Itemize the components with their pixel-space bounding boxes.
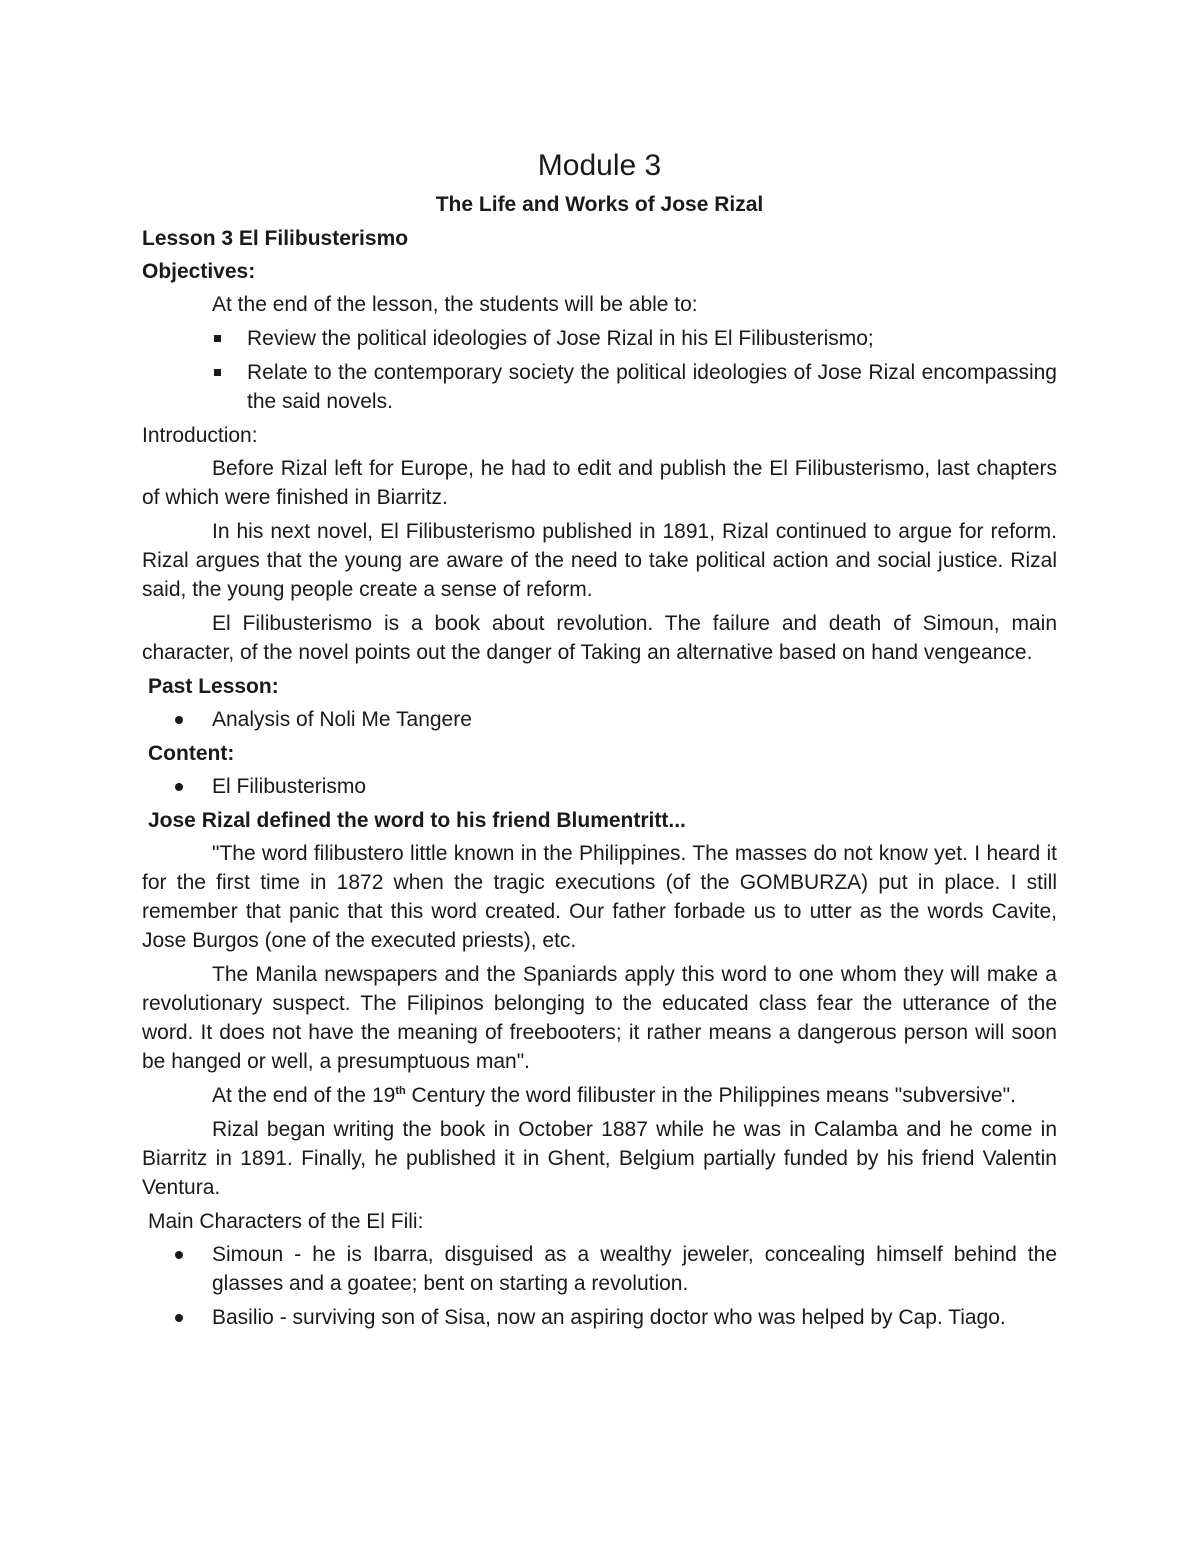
- round-bullet-icon: [175, 1314, 183, 1322]
- document-page: [142, 140, 1057, 1337]
- module-subtitle: The Life and Works of Jose Rizal: [435, 193, 764, 216]
- round-bullet-icon: [175, 716, 183, 724]
- past-lesson-list: [142, 705, 1057, 734]
- round-bullet-icon: [175, 1251, 183, 1259]
- list-item: Review the political ideologies of Jose Rizal in his El Filibusterismo;: [142, 324, 1057, 353]
- characters-list: [142, 1240, 1057, 1332]
- lesson-title: Lesson 3 El Filibusterismo: [142, 227, 409, 250]
- introduction-paragraph: El Filibusterismo is a book about revolution. The failure and death of Simoun, main character, of the novel points out the danger of Taking an alternative based on hand vengeance.: [142, 612, 1057, 664]
- definition-paragraph: "The word filibustero little known in the Philippines. The masses do not know yet. I heard it for the first time in 1872 when the tragic executions (of the GOMBURZA) put in place. I still remember that panic that this word created. Our father forbade us to utter as the words Cavite, Jose Burgos (one of the executed priests), etc.: [142, 842, 1057, 952]
- list-item: El Filibusterismo: [142, 772, 1057, 801]
- content-list: [142, 772, 1057, 801]
- definition-heading: Jose Rizal defined the word to his friend Blumentritt...: [148, 809, 686, 832]
- introduction-paragraph: In his next novel, El Filibusterismo published in 1891, Rizal continued to argue for reform. Rizal argues that the young are aware of the need to take political action and social justice. Rizal said, the young people create a sense of reform.: [142, 520, 1057, 601]
- module-title: Module 3: [537, 149, 662, 182]
- objectives-heading: Objectives:: [142, 260, 256, 283]
- list-item: Relate to the contemporary society the political ideologies of Jose Rizal encompassing the said novels.: [142, 358, 1057, 416]
- introduction-paragraph: Before Rizal left for Europe, he had to edit and publish the El Filibusterismo, last chapters of which were finished in Biarritz.: [142, 457, 1057, 509]
- definition-paragraph: At the end of the 19th Century the word filibuster in the Philippines means "subversive".: [212, 1084, 1016, 1107]
- square-bullet-icon: [214, 369, 221, 376]
- round-bullet-icon: [175, 783, 183, 791]
- objectives-lead: At the end of the lesson, the students will be able to:: [212, 293, 698, 316]
- content-heading: Content:: [148, 742, 235, 765]
- characters-heading: Main Characters of the El Fili:: [148, 1210, 424, 1233]
- list-item: Simoun - he is Ibarra, disguised as a wealthy jeweler, concealing himself behind the glasses and a goatee; bent on starting a revolution.: [142, 1240, 1057, 1298]
- introduction-heading: Introduction:: [142, 424, 258, 447]
- past-lesson-heading: Past Lesson:: [148, 675, 279, 698]
- definition-paragraph: Rizal began writing the book in October 1887 while he was in Calamba and he come in Biarritz in 1891. Finally, he published it in Ghent, Belgium partially funded by his friend Valentin Ventura.: [142, 1118, 1057, 1199]
- definition-paragraph: The Manila newspapers and the Spaniards apply this word to one whom they will make a revolutionary suspect. The Filipinos belonging to the educated class fear the utterance of the word. It does not have the meaning of freebooters; it rather means a dangerous person will soon be hanged or well, a presumptuous man".: [142, 963, 1057, 1073]
- objectives-list: [142, 324, 1057, 416]
- list-item: Analysis of Noli Me Tangere: [142, 705, 1057, 734]
- list-item: Basilio - surviving son of Sisa, now an aspiring doctor who was helped by Cap. Tiago.: [142, 1303, 1057, 1332]
- square-bullet-icon: [214, 335, 221, 342]
